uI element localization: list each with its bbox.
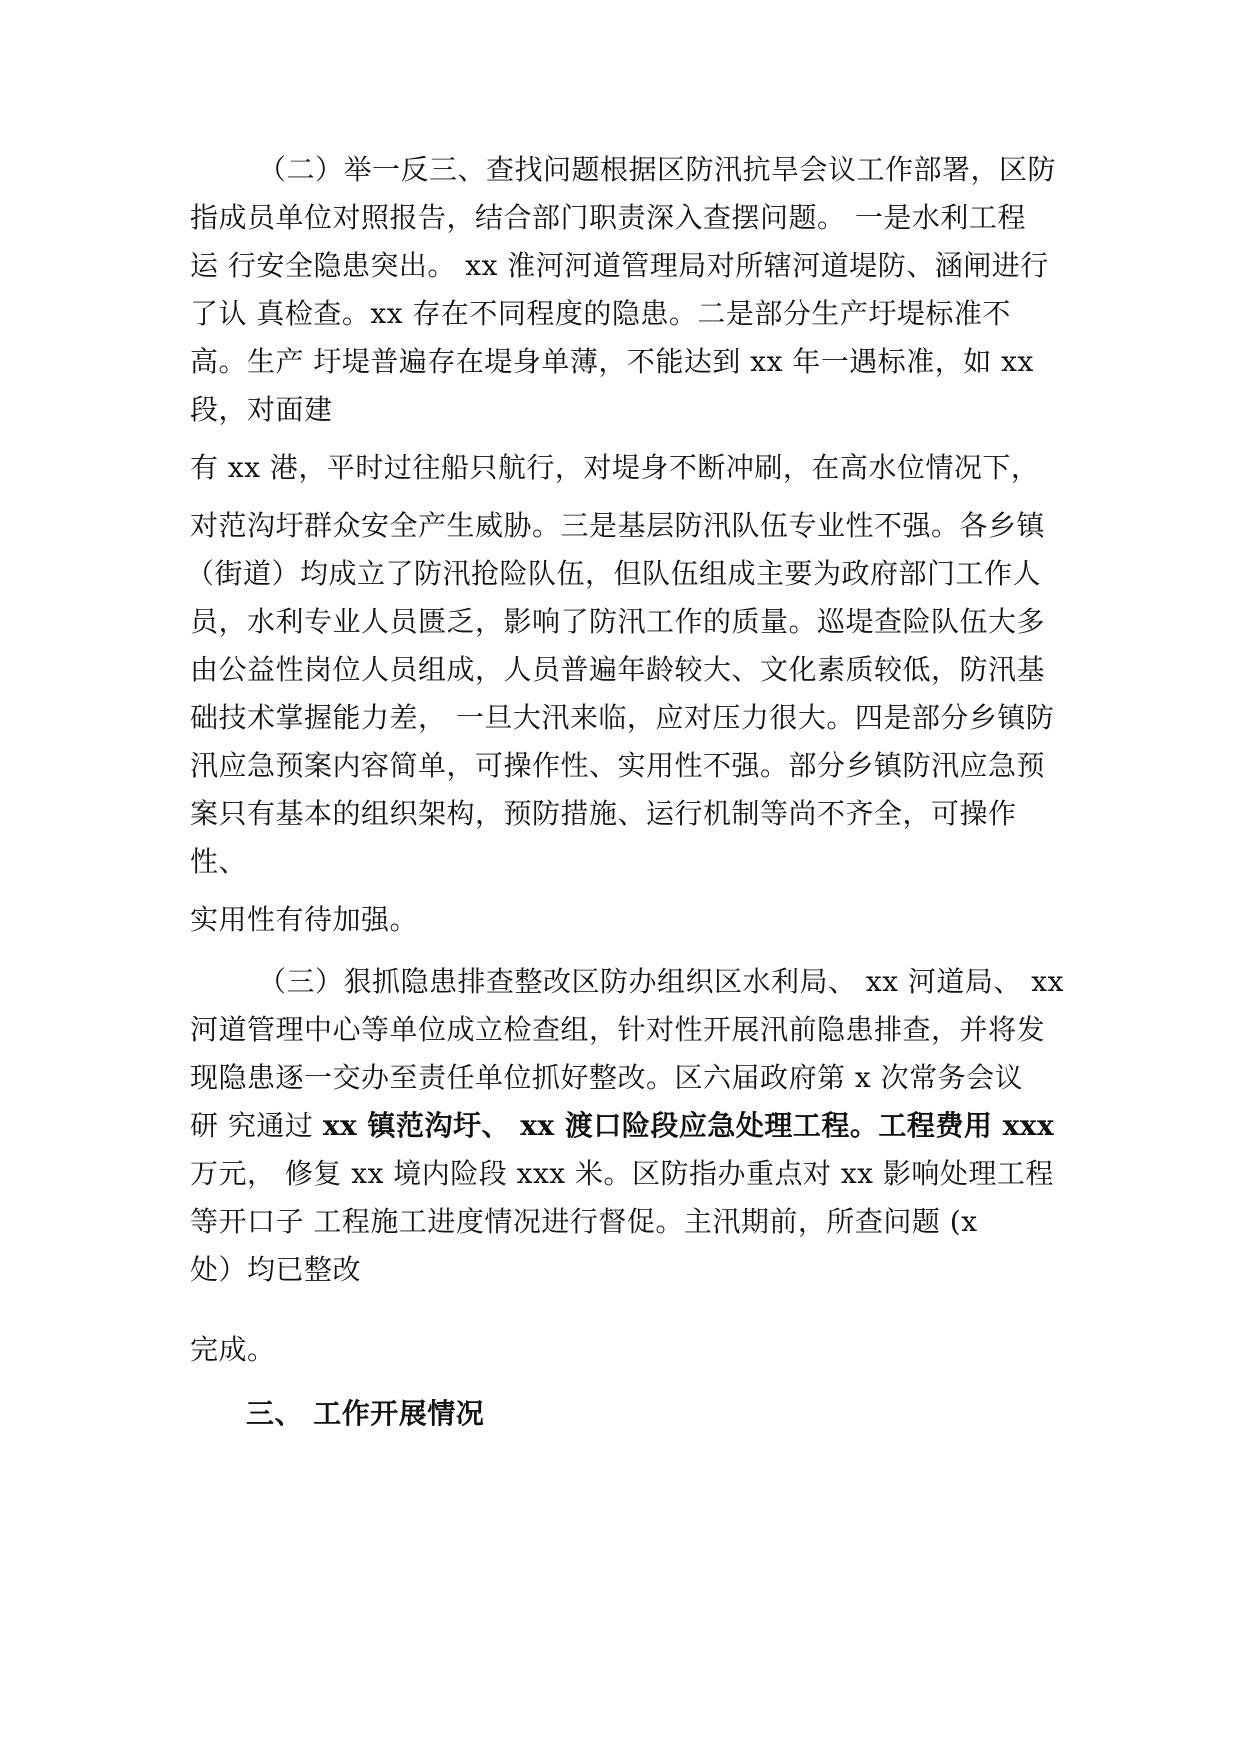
paragraph-line: 现隐患逐一交办至责任单位抓好整改。区六届政府第 x 次常务会议 <box>190 1061 1024 1094</box>
paragraph-line: 等开口子 工程施工进度情况进行督促。主汛期前，所查问题 (x <box>190 1205 978 1238</box>
paragraph-line: 对范沟圩群众安全产生威胁。三是基层防汛队伍专业性不强。各乡镇 <box>190 509 1046 542</box>
section-heading: 三、 工作开展情况 <box>246 1397 485 1430</box>
paragraph-line: 高。生产 圩堤普遍存在堤身单薄，不能达到 xx 年一遇标准，如 xx <box>190 345 1034 378</box>
paragraph-line: 河道管理中心等单位成立检查组，针对性开展汛前隐患排查，并将发 <box>190 1013 1046 1046</box>
paragraph-line: 运 行安全隐患突出。 xx 淮河河道管理局对所辖河道堤防、涵闸进行 <box>190 249 1049 282</box>
paragraph-line: 了认 真检查。xx 存在不同程度的隐患。二是部分生产圩堤标准不 <box>190 297 1011 330</box>
line-prefix: 研 究通过 <box>190 1109 323 1142</box>
paragraph-line: 实用性有待加强。 <box>190 903 419 936</box>
bold-text: xx 镇范沟圩、 xx 渡口险段应急处理工程。工程费用 xxx <box>322 1109 1055 1142</box>
paragraph-line-bold <box>190 1106 1054 1146</box>
paragraph-line: 础技术掌握能力差， 一旦大汛来临，应对压力很大。四是部分乡镇防 <box>190 701 1055 734</box>
paragraph-line: 性、 <box>190 845 248 878</box>
paragraph-line: 有 xx 港，平时过往船只航行，对堤身不断冲刷，在高水位情况下， <box>190 451 1040 484</box>
paragraph-line: 指成员单位对照报告，结合部门职责深入查摆问题。 一是水利工程 <box>190 201 1026 234</box>
paragraph-line: （三）狠抓隐患排查整改区防办组织区水利局、 xx 河道局、 xx <box>258 965 1064 998</box>
paragraph-line: 案只有基本的组织架构，预防措施、运行机制等尚不齐全，可操作 <box>190 797 1017 830</box>
paragraph-line: 完成。 <box>190 1333 276 1366</box>
paragraph-line: 万元， 修复 xx 境内险段 xxx 米。区防指办重点对 xx 影响处理工程 <box>190 1157 1054 1190</box>
paragraph-line: （二）举一反三、查找问题根据区防汛抗旱会议工作部署，区防 <box>258 153 1057 186</box>
paragraph-line: 由公益性岗位人员组成，人员普遍年龄较大、文化素质较低，防汛基 <box>190 653 1046 686</box>
paragraph-line: 汛应急预案内容简单，可操作性、实用性不强。部分乡镇防汛应急预 <box>190 749 1046 782</box>
paragraph-line: 处）均已整改 <box>190 1253 362 1286</box>
paragraph-line: 段，对面建 <box>190 393 333 426</box>
paragraph-line: （街道）均成立了防汛抢险队伍，但队伍组成主要为政府部门工作人 <box>186 557 1042 590</box>
paragraph-line: 员，水利专业人员匮乏，影响了防汛工作的质量。巡堤查险队伍大多 <box>190 605 1046 638</box>
